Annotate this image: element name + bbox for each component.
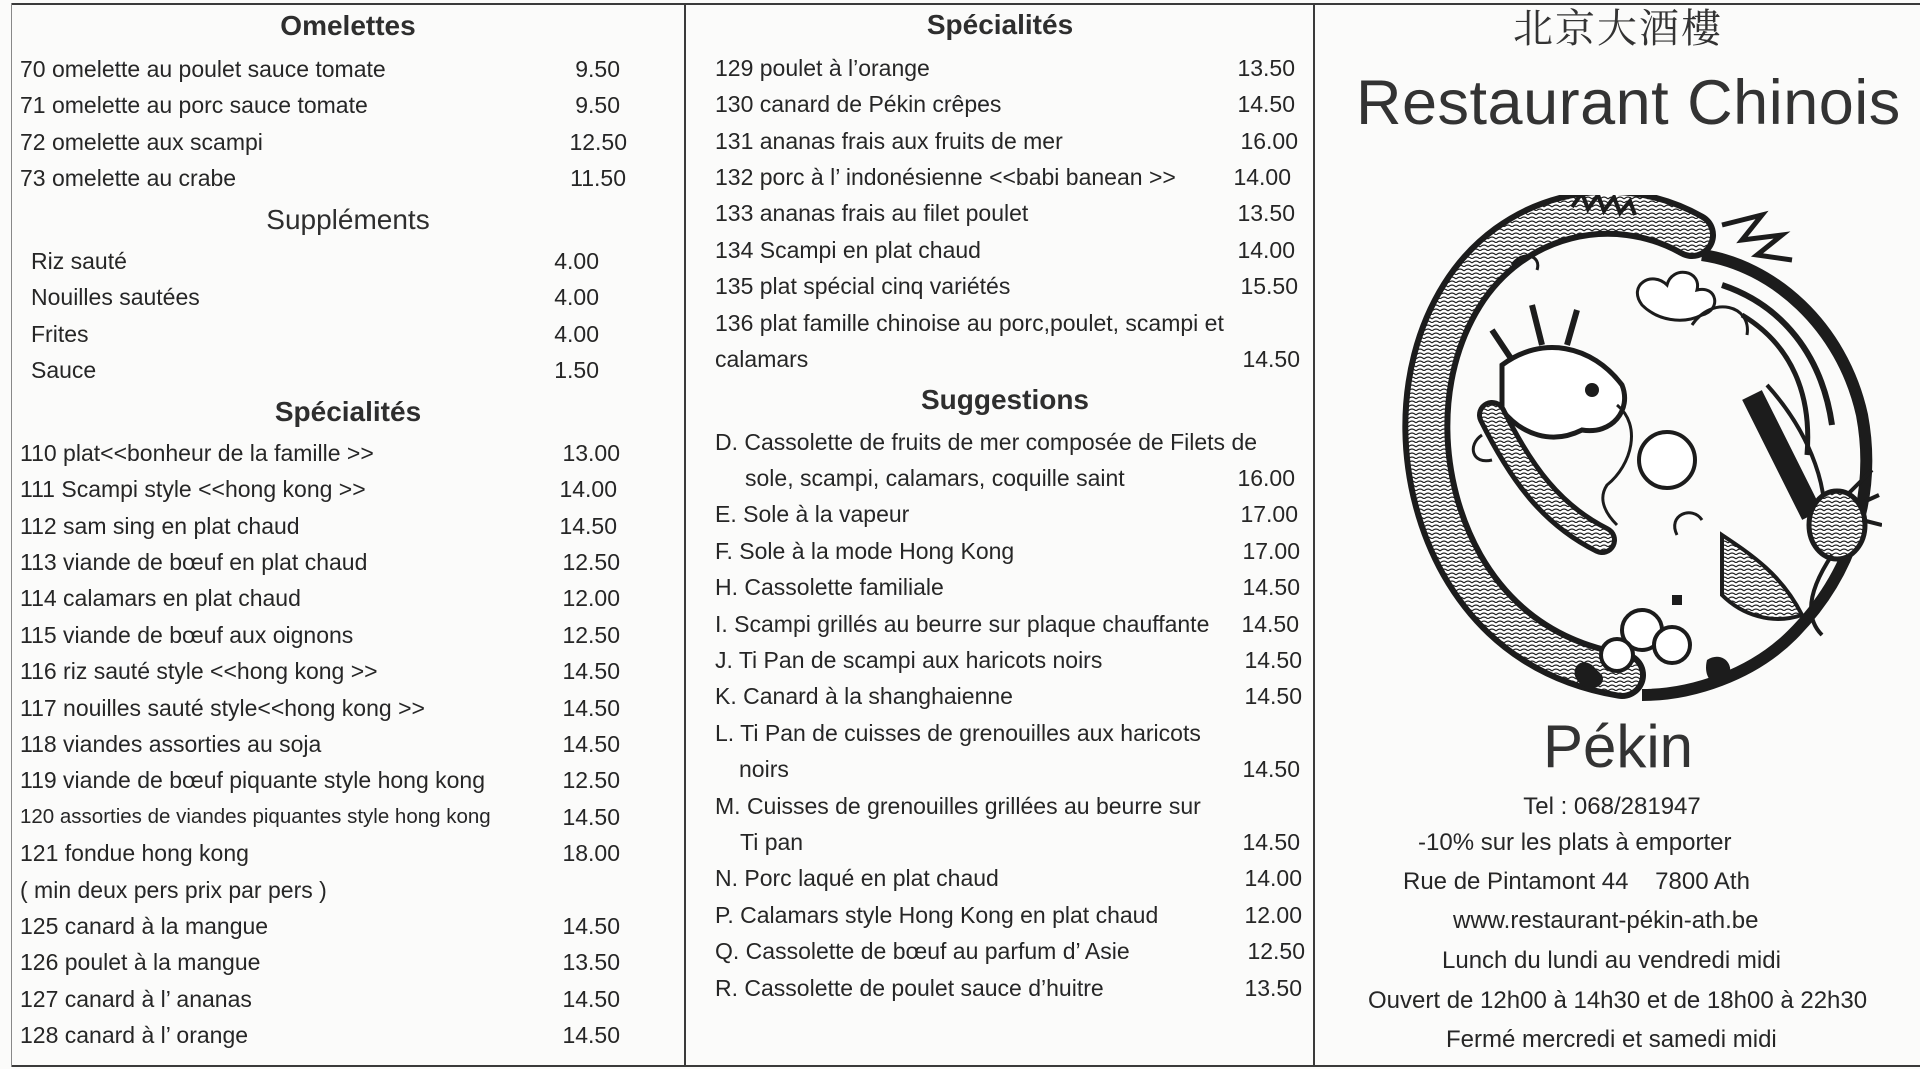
item-label: 72 omelette aux scampi xyxy=(20,129,263,155)
item-price: 14.50 xyxy=(1242,346,1300,372)
item-label: ( min deux pers prix par pers ) xyxy=(20,877,327,903)
lunch-info: Lunch du lundi au vendredi midi xyxy=(1442,947,1781,974)
item-label: M. Cuisses de grenouilles grillées au beurre sur xyxy=(715,793,1201,819)
item-price: 14.00 xyxy=(1244,865,1302,891)
item-label: 130 canard de Pékin crêpes xyxy=(715,91,1002,117)
item-price: 14.00 xyxy=(559,476,617,502)
item-price: 4.00 xyxy=(554,284,599,310)
item-label: F. Sole à la mode Hong Kong xyxy=(715,538,1015,564)
item-label: L. Ti Pan de cuisses de grenouilles aux haricots xyxy=(715,720,1201,746)
item-price: 14.50 xyxy=(562,658,620,684)
left-border xyxy=(11,3,12,1067)
item-price: 14.50 xyxy=(562,731,620,757)
item-price: 4.00 xyxy=(554,248,599,274)
item-price: 12.50 xyxy=(562,549,620,575)
item-label: 127 canard à l’ ananas xyxy=(20,986,252,1012)
item-label: 135 plat spécial cinq variétés xyxy=(715,273,1011,299)
item-price: 14.50 xyxy=(1242,756,1300,782)
item-label: 133 ananas frais au filet poulet xyxy=(715,200,1029,226)
item-price: 4.00 xyxy=(554,321,599,347)
item-label: calamars xyxy=(715,346,809,372)
item-price: 14.50 xyxy=(562,913,620,939)
item-price: 12.50 xyxy=(562,622,620,648)
item-label: 111 Scampi style <<hong kong >> xyxy=(20,476,366,502)
item-label: 129 poulet à l’orange xyxy=(715,55,930,81)
item-label: Frites xyxy=(31,321,89,347)
item-price: 14.50 xyxy=(562,1022,620,1048)
item-label: 113 viande de bœuf en plat chaud xyxy=(20,549,368,575)
item-price: 14.50 xyxy=(559,513,617,539)
item-price: 14.50 xyxy=(1242,829,1300,855)
item-label: 112 sam sing en plat chaud xyxy=(20,513,300,539)
website-link[interactable]: www.restaurant-pékin-ath.be xyxy=(1453,907,1759,934)
restaurant-name: Pékin xyxy=(1542,713,1694,780)
item-price: 9.50 xyxy=(575,56,620,82)
item-label: I. Scampi grillés au beurre sur plaque chauffante xyxy=(715,611,1210,637)
item-price: 16.00 xyxy=(1240,128,1298,154)
column-divider-2 xyxy=(1313,3,1315,1067)
item-label: 116 riz sauté style <<hong kong >> xyxy=(20,658,378,684)
item-price: 14.00 xyxy=(1233,164,1291,190)
item-price: 9.50 xyxy=(575,92,620,118)
item-label: 110 plat<<bonheur de la famille >> xyxy=(20,440,374,466)
item-label: R. Cassolette de poulet sauce d’huitre xyxy=(715,975,1104,1001)
item-label: Ti pan xyxy=(740,829,804,855)
item-label: P. Calamars style Hong Kong en plat chaud xyxy=(715,902,1159,928)
item-label: 126 poulet à la mangue xyxy=(20,949,261,975)
item-label: Nouilles sautées xyxy=(31,284,200,310)
item-label: 118 viandes assorties au soja xyxy=(20,731,322,757)
item-price: 13.50 xyxy=(1244,975,1302,1001)
item-label: 128 canard à l’ orange xyxy=(20,1022,249,1048)
item-price: 16.00 xyxy=(1237,465,1295,491)
item-price: 13.00 xyxy=(562,440,620,466)
dragon-phoenix-emblem-icon xyxy=(1392,195,1882,705)
item-price: 14.50 xyxy=(1237,91,1295,117)
item-price: 14.50 xyxy=(562,986,620,1012)
item-label: 73 omelette au crabe xyxy=(20,165,237,191)
column-divider-1 xyxy=(684,3,686,1067)
item-label: noirs xyxy=(739,756,789,782)
section-title-specialites: Spécialités xyxy=(274,396,422,427)
phone-number: Tel : 068/281947 xyxy=(1523,793,1701,820)
item-price: 11.50 xyxy=(570,165,626,191)
item-price: 17.00 xyxy=(1240,501,1298,527)
item-label: K. Canard à la shanghaienne xyxy=(715,683,1013,709)
section-title-suggestions: Suggestions xyxy=(920,384,1089,415)
item-label: E. Sole à la vapeur xyxy=(715,501,910,527)
section-title-specialites: Spécialités xyxy=(926,9,1074,40)
item-label: 132 porc à l’ indonésienne <<babi banean >> xyxy=(715,164,1176,190)
item-label: 70 omelette au poulet sauce tomate xyxy=(20,56,386,82)
item-label: sole, scampi, calamars, coquille saint xyxy=(745,465,1125,491)
item-price: 14.50 xyxy=(1241,611,1299,637)
item-price: 1.50 xyxy=(554,357,599,383)
restaurant-title: Restaurant Chinois xyxy=(1356,68,1901,138)
item-price: 14.50 xyxy=(1242,574,1300,600)
item-label: 136 plat famille chinoise au porc,poulet, scampi et xyxy=(715,310,1224,336)
item-label: 120 assorties de viandes piquantes style hong kong xyxy=(20,805,491,828)
item-label: Riz sauté xyxy=(31,248,127,274)
item-label: 117 nouilles sauté style<<hong kong >> xyxy=(20,695,425,721)
item-price: 12.00 xyxy=(562,585,620,611)
item-price: 12.50 xyxy=(1247,938,1305,964)
item-price: 15.50 xyxy=(1240,273,1298,299)
item-price: 13.50 xyxy=(562,949,620,975)
item-label: 114 calamars en plat chaud xyxy=(20,585,301,611)
section-title-supplements: Suppléments xyxy=(266,204,430,235)
item-label: Sauce xyxy=(31,357,97,383)
item-label: D. Cassolette de fruits de mer composée de Filets de xyxy=(715,429,1258,455)
top-border xyxy=(12,3,1920,5)
item-label: 131 ananas frais aux fruits de mer xyxy=(715,128,1063,154)
item-price: 17.00 xyxy=(1242,538,1300,564)
item-price: 14.50 xyxy=(562,695,620,721)
item-price: 14.00 xyxy=(1237,237,1295,263)
item-label: J. Ti Pan de scampi aux haricots noirs xyxy=(715,647,1103,673)
item-label: 134 Scampi en plat chaud xyxy=(715,237,981,263)
item-label: 119 viande de bœuf piquante style hong kong xyxy=(20,767,486,793)
item-label: N. Porc laqué en plat chaud xyxy=(715,865,999,891)
bottom-border xyxy=(12,1065,1920,1067)
item-price: 13.50 xyxy=(1237,55,1295,81)
item-price: 12.50 xyxy=(569,129,627,155)
item-label: 115 viande de bœuf aux oignons xyxy=(20,622,354,648)
item-label: 125 canard à la mangue xyxy=(20,913,269,939)
address: Rue de Pintamont 44 7800 Ath xyxy=(1403,868,1750,895)
item-label: H. Cassolette familiale xyxy=(715,574,944,600)
item-price: 13.50 xyxy=(1237,200,1295,226)
item-price: 14.50 xyxy=(1244,683,1302,709)
item-price: 12.50 xyxy=(562,767,620,793)
item-price: 18.00 xyxy=(562,840,620,866)
closing-days: Fermé mercredi et samedi midi xyxy=(1446,1026,1777,1053)
takeaway-discount: -10% sur les plats à emporter xyxy=(1418,829,1732,856)
section-title-omelettes: Omelettes xyxy=(280,10,416,41)
item-label: Q. Cassolette de bœuf au parfum d’ Asie xyxy=(715,938,1130,964)
opening-hours: Ouvert de 12h00 à 14h30 et de 18h00 à 22h30 xyxy=(1368,987,1868,1014)
chinese-restaurant-name: 北京大酒樓 xyxy=(1513,6,1723,52)
item-price: 14.50 xyxy=(562,804,620,830)
item-label: 71 omelette au porc sauce tomate xyxy=(20,92,368,118)
item-price: 14.50 xyxy=(1244,647,1302,673)
item-price: 12.00 xyxy=(1244,902,1302,928)
item-label: 121 fondue hong kong xyxy=(20,840,249,866)
